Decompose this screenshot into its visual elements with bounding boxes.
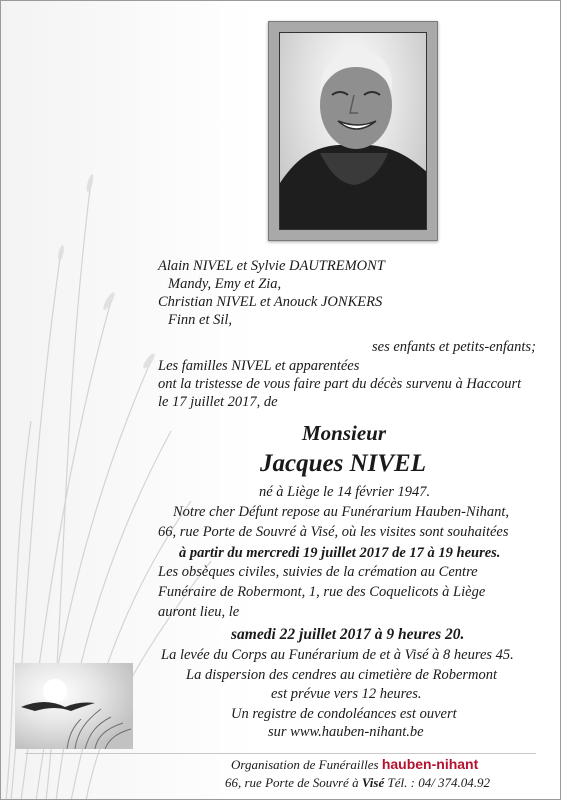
- after-line-5: sur www.hauben-nihant.be: [268, 724, 424, 740]
- portrait-frame: [268, 21, 438, 241]
- address-city: Visé: [361, 775, 385, 790]
- brand-logo: hauben-nihant: [381, 756, 479, 772]
- deceased-name: Jacques NIVEL: [260, 450, 426, 477]
- portrait-image: [280, 33, 427, 230]
- families-line-3: le 17 juillet 2017, de: [158, 394, 278, 410]
- footer-address: [225, 775, 490, 791]
- families-line-2: ont la tristesse de vous faire part du décès survenu à Haccourt: [158, 376, 522, 392]
- after-line-1: La levée du Corps au Funérarium de et à Visé à 8 heures 45.: [161, 647, 514, 663]
- organisation-label: Organisation de Funérailles: [231, 757, 379, 772]
- details-line-2: 66, rue Porte de Souvré à Visé, où les visites sont souhaitées: [158, 524, 509, 540]
- details-line-1: Notre cher Défunt repose au Funérarium Hauben-Nihant,: [173, 504, 510, 520]
- family-line-2: Mandy, Emy et Zia,: [168, 276, 282, 292]
- address-text: 66, rue Porte de Souvré à: [225, 775, 362, 790]
- ceremony-date: samedi 22 juillet 2017 à 9 heures 20.: [231, 626, 465, 643]
- family-line-1: Alain NIVEL et Sylvie DAUTREMONT: [158, 258, 385, 274]
- family-line-3: Christian NIVEL et Anouck JONKERS: [158, 294, 383, 310]
- honorific: Monsieur: [302, 421, 387, 445]
- families-line-1: Les familles NIVEL et apparentées: [158, 358, 360, 374]
- phone-text: Tél. : 04/ 374.04.92: [384, 775, 491, 790]
- visits-text: à partir du mercredi 19 juillet 2017 de 17 à 19 heures.: [179, 545, 501, 561]
- ceremony-line-1: Les obsèques civiles, suivies de la crémation au Centre: [158, 564, 478, 580]
- relation-text: ses enfants et petits-enfants;: [372, 339, 536, 355]
- birth-text: né à Liège le 14 février 1947.: [259, 484, 431, 500]
- after-line-3: est prévue vers 12 heures.: [271, 686, 422, 702]
- family-line-4: Finn et Sil,: [168, 312, 233, 328]
- ceremony-line-3: auront lieu, le: [158, 604, 240, 620]
- after-line-2: La dispersion des cendres au cimetière de Robermont: [186, 667, 498, 683]
- ceremony-line-2: Funéraire de Robermont, 1, rue des Coquelicots à Liège: [158, 584, 486, 600]
- footer-divider: [25, 753, 536, 754]
- portrait-photo: [279, 32, 427, 230]
- after-line-4: Un registre de condoléances est ouvert: [231, 706, 457, 722]
- footer-organisation: [231, 756, 478, 773]
- sunset-bird-decoration: [15, 663, 133, 749]
